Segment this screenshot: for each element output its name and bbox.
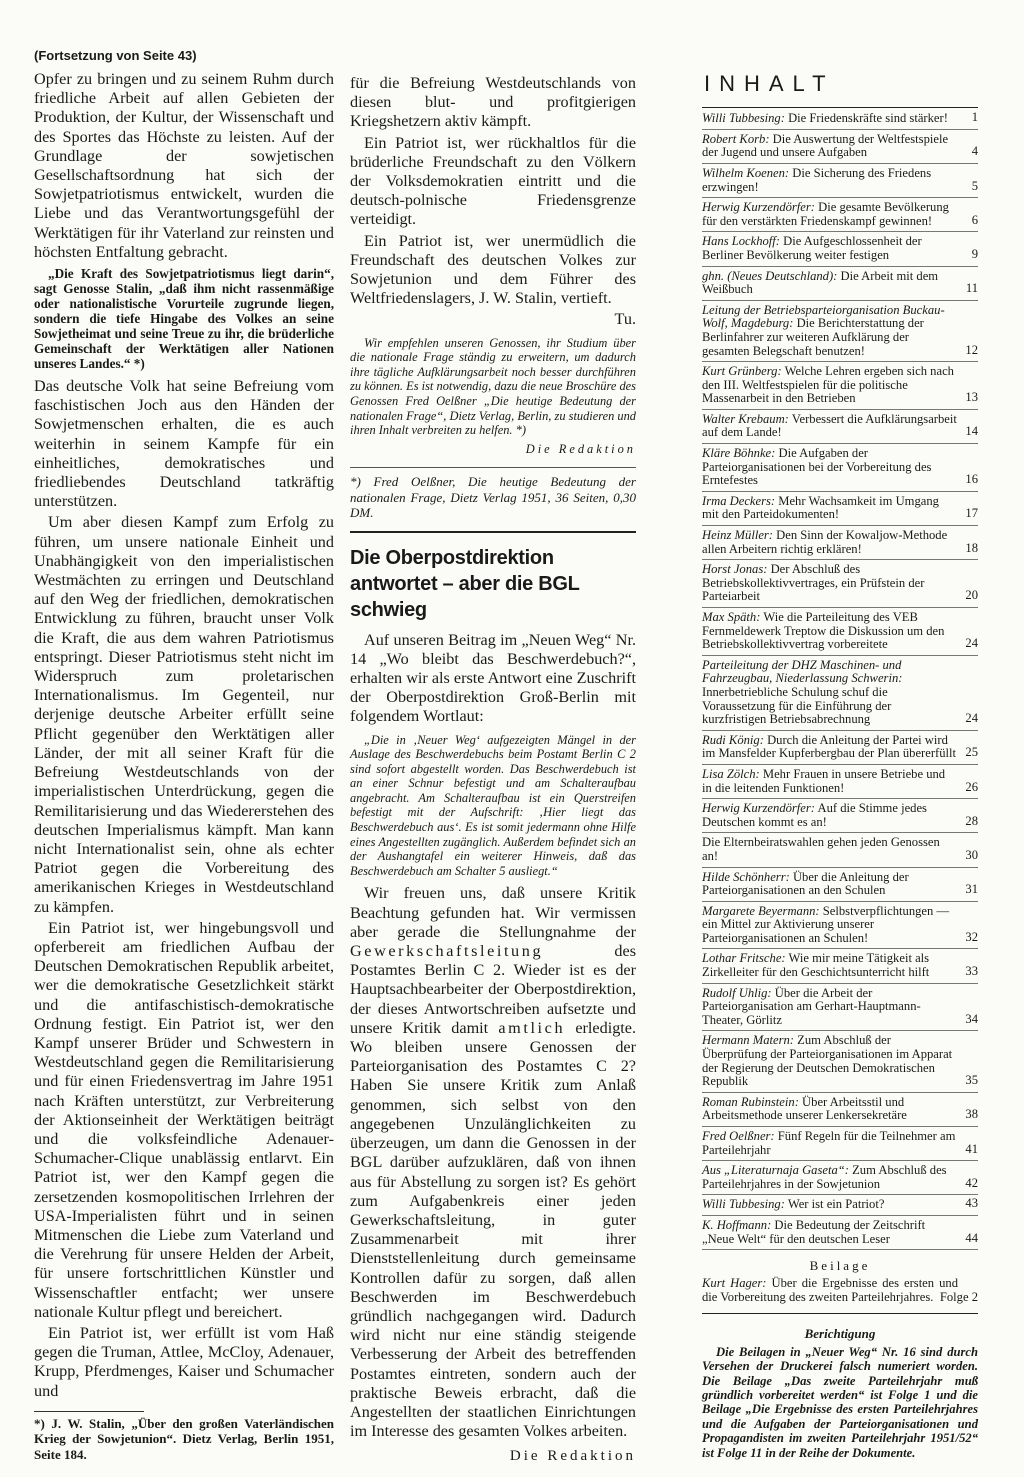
toc-page-number: 18 xyxy=(965,540,978,555)
toc-author: Hans Lockhoff: xyxy=(702,234,781,249)
toc-author: Herwig Kurzendörfer: xyxy=(702,200,815,215)
article-headline: Die Oberpostdirektion antwortet – aber die BGL schwieg xyxy=(350,546,580,621)
toc-page-number: 43 xyxy=(965,1196,978,1211)
toc-entry[interactable] xyxy=(702,905,978,950)
toc-page-number: 12 xyxy=(965,342,978,357)
paragraph: Um aber diesen Kampf zum Erfolg zu führen, um unsere nationale Einheit und Unabhängigkeit von den imperialistischen Westmächten zu erringen und Deutschland auf den Weg der friedlichen, demokratischen Entwicklung zu führen, braucht unser Volk die Kraft, die aus dem wahren Patriotismus entspringt. Dieser Patriotismus steht nicht im Widerspruch zum proletarischen Internationalismus. Im Gegenteil, nur derjenige deutsche Arbeiter erfüllt seine Pflicht gegenüber den Werktätigen aller Länder, der mit all seiner Kraft für die Befreiung Westdeutschlands von der imperialistischen Unterdrückung, gegen die Remilitarisierung und das Wiedererstehen des deutschen Imperialismus kämpft. Man kann nicht Internationalist sein, ohne als echter Patriot gegen die Vorbereitung des amerikanischen Krieges in Westdeutschland zu kämpfen. xyxy=(34,513,334,916)
article-column-2 xyxy=(350,74,636,1469)
toc-entry-title: Welche Lehren ergeben sich nach den III. Weltfestspielen für die politische Massenarbeit in den Betrieben xyxy=(702,364,954,406)
toc-entry-title: Über Arbeitsstil und Arbeitsmethode unserer Lenkersekretäre xyxy=(702,1094,907,1123)
toc-entry[interactable] xyxy=(702,1034,978,1092)
toc-page-number: 34 xyxy=(965,1011,978,1026)
toc-page-number: 38 xyxy=(965,1107,978,1122)
toc-page-number: 9 xyxy=(971,246,978,261)
toc-entry-title: Selbstverpflichtungen — ein Mittel zur Aktivierung unserer Parteiorganisationen an Schulen! xyxy=(702,903,950,945)
stalin-quote: „Die Kraft des Sowjetpatriotismus liegt darin“, sagt Genosse Stalin, „daß ihm nicht rassenmäßige oder nationalistische Vorurteile zugrunde liegen, sondern die tiefe Hingabe des Volkes an seine Sowjetheimat und seine Treue zu ihr, die brüderliche Gemeinschaft der Werktätigen aller Nationen unseres Landes.“ *) xyxy=(34,266,334,372)
toc-author: Horst Jonas: xyxy=(702,562,768,577)
toc-entry-title: Auf die Stimme jedes Deutschen kommt es an! xyxy=(702,801,927,829)
toc-page-number: 4 xyxy=(971,144,978,159)
toc-author: Hilde Schönherr: xyxy=(702,869,790,884)
toc-author: Kurt Hager: xyxy=(702,1276,767,1291)
toc-entry[interactable] xyxy=(702,611,978,656)
toc-entry-title: Die Aufgaben der Parteiorganisationen bei der Vorbereitung des Erntefestes xyxy=(702,446,932,488)
author-signature: Tu. xyxy=(614,310,636,329)
beilage-title: Beilage xyxy=(809,1258,871,1274)
toc-author: Max Späth: xyxy=(702,610,761,625)
toc-author: Wilhelm Koenen: xyxy=(702,165,790,180)
toc-page-number: 35 xyxy=(965,1073,978,1088)
text-run: erledigte. Wo bleiben unsere Genossen der Parteiorganisation des Postamtes C 2? Haben Sie unsere Kritik zum Anlaß genommen, sich selbst von den angegebenen Unzulänglichkeiten zu überzeugen, um dann die Genossen in der BGL darüber aufzuklären, daß von ihnen aus für Abstellung zu sorgen ist? Es gehört zum Aufgabenkreis einer jeden Gewerkschaftsleitung, in guter Zusammenarbeit mit ihrer Dienststellenleitung durch gemeinsame Kontrollen dafür zu sorgen, daß allen Beschwerden im Beschwerdebuch gründlich nachgegangen wird. Dadurch wird nicht nur eine ständig steigende Verbesserung der Arbeit des betreffenden Postamtes eintreten, sondern auch der praktische Beweis erbracht, daß die Angestellten der staatlichen Einrichtungen im Interesse des gesamten Volkes arbeiten. xyxy=(350,1018,637,1441)
toc-entry[interactable] xyxy=(702,1219,978,1250)
toc-entry-title: Mehr Wachsamkeit im Umgang mit den Parteidokumenten! xyxy=(702,493,939,522)
toc-page-number: 33 xyxy=(965,964,978,979)
berichtigung-title: Berichtigung xyxy=(804,1325,876,1341)
editorial-signature: Die Redaktion xyxy=(509,1448,636,1465)
continuation-note: (Fortsetzung von Seite 43) xyxy=(34,48,197,63)
toc-entry-title: Die Sicherung des Friedens erzwingen! xyxy=(702,165,932,194)
toc-entry-title: Fünf Regeln für die Teilnehmer am Parteilehrjahr xyxy=(702,1129,956,1157)
toc-entry-title: Wie die Parteileitung des VEB Fernmeldewerk Treptow die Diskussion um den Betriebskollektivvertrag vorbereitete xyxy=(702,610,945,652)
editorial-signature: Die Redaktion xyxy=(525,441,636,456)
toc-page-number: 41 xyxy=(965,1141,978,1156)
paragraph: Auf unseren Beitrag im „Neuen Weg“ Nr. 14 „Wo bleibt das Beschwerdebuch?“, erhalten wir als erste Antwort eine Zuschrift der Oberpostdirektion Groß-Berlin mit folgendem Wortlaut: xyxy=(350,630,636,726)
toc-author: Kurt Grünberg: xyxy=(702,364,782,379)
toc-entry[interactable] xyxy=(702,836,978,867)
text-run: Wir freuen uns, daß unsere Kritik Beachtung gefunden hat. Wir vermissen aber gerade die Stellungnahme der xyxy=(350,884,636,941)
toc-entry-title: Mehr Frauen in unsere Betriebe und in die leitenden Funktionen! xyxy=(702,766,946,795)
toc-page-number: 5 xyxy=(971,178,978,193)
toc-author: Heinz Müller: xyxy=(702,528,773,543)
toc-author: Robert Korb: xyxy=(702,131,770,146)
footnote: *) Fred Oelßner, Die heutige Bedeutung der nationalen Frage, Dietz Verlag 1951, 36 Seiten, 0,30 DM. xyxy=(350,467,636,521)
toc-entry-title: Die Berichterstattung der Berlinfahrer zur weiteren Aufklärung der gesamten Belegschaft benutzen! xyxy=(702,316,924,358)
toc-entry[interactable] xyxy=(702,201,978,232)
toc-title: INHALT xyxy=(704,71,835,96)
toc-entry-title: Den Sinn der Kowaljow-Methode allen Arbeitern richtig erklären! xyxy=(702,528,948,556)
toc-entry[interactable] xyxy=(702,871,978,902)
paragraph: Ein Patriot ist, wer erfüllt ist vom Haß gegen die Truman, Attlee, McCloy, Adenauer, Krupp, Pferdmenges, Kaiser und Schumacher und xyxy=(34,1323,334,1400)
toc-entry-title: Durch die Anleitung der Partei wird im Mansfelder Kupferbergbau der Plan übererfüllt xyxy=(702,732,957,761)
toc-entry[interactable] xyxy=(702,952,978,983)
toc-entry[interactable] xyxy=(702,768,978,799)
toc-page-number: 32 xyxy=(965,929,978,944)
footnote-divider xyxy=(34,1411,144,1412)
toc-page-number: 13 xyxy=(965,390,978,405)
toc-page-number: 1 xyxy=(971,110,978,125)
toc-page-number: 24 xyxy=(965,636,978,651)
table-of-contents xyxy=(702,71,978,1462)
toc-entry-title: Die Arbeit mit dem Weißbuch xyxy=(702,268,939,297)
toc-entry[interactable] xyxy=(702,167,978,198)
article-column-1 xyxy=(34,70,334,1464)
toc-author: Parteileitung der DHZ Maschinen- und Fahrzeugbau, Niederlassung Schwerin: xyxy=(702,657,903,686)
toc-page-number: 44 xyxy=(965,1230,978,1245)
toc-entry[interactable] xyxy=(702,447,978,492)
toc-entry[interactable] xyxy=(702,563,978,608)
toc-author: Rudolf Uhlig: xyxy=(702,985,772,1000)
toc-list xyxy=(702,112,978,1250)
toc-entry-title: Innerbetriebliche Schulung schuf die Voraussetzung für die Einführung der kurzfristigen Betriebsabrechnung xyxy=(702,684,892,727)
toc-entry[interactable] xyxy=(702,1198,978,1216)
toc-entry-title: Die gesamte Bevölkerung für den verstärkten Friedenskampf gewinnen! xyxy=(702,200,949,228)
toc-entry-title: Zum Abschluß des Parteilehrjahres in der Sowjetunion xyxy=(702,1163,947,1191)
paragraph: Opfer zu bringen und zu seinem Ruhm durch friedliche Arbeit auf allen Gebieten der Produktion, der Kultur, der Wissenschaft und des Sportes das Höchste zu leisten. Auf der Grundlage der sowjetischen Gesellschaftsordnung hat sich der Sowjetpatriotismus entwickelt, wurden die Liebe und das Verantwortungsgefühl der Werktätigen für ihr Vaterland zur reinsten und höchsten Entfaltung gebracht. xyxy=(34,70,334,261)
toc-page-number: 26 xyxy=(965,779,978,794)
toc-entry-title: Die Elternbeiratswahlen gehen jeden Genossen an! xyxy=(702,835,940,863)
toc-page-number: 6 xyxy=(971,212,978,227)
toc-page-number: 16 xyxy=(965,472,978,487)
toc-entry[interactable] xyxy=(702,365,978,410)
paragraph: Ein Patriot ist, wer unermüdlich die Freundschaft des deutschen Volkes zur Sowjetunion und dem Führer des Weltfriedenslagers, J. W. Stalin, vertieft. xyxy=(350,231,636,308)
toc-author: Roman Rubinstein: xyxy=(702,1094,799,1109)
toc-author: Leitung der Betriebsparteiorganisation Buckau-Wolf, Magdeburg: xyxy=(702,302,945,331)
toc-entry-title: Die Friedenskräfte sind stärker! xyxy=(788,111,948,126)
beilage-entry[interactable] xyxy=(702,1277,978,1313)
toc-author: ghn. (Neues Deutschland): xyxy=(702,268,838,283)
toc-entry[interactable] xyxy=(702,133,978,164)
toc-entry[interactable] xyxy=(702,112,978,130)
toc-entry-title: Über die Arbeit der Parteiorganisation am Gerhart-Hauptmann-Theater, Görlitz xyxy=(702,985,921,1027)
toc-entry-title: Zum Abschluß der Überprüfung der Parteiorganisationen im Apparat der Regierung der Deutschen Demokratischen Republik xyxy=(702,1033,953,1089)
toc-entry[interactable] xyxy=(702,1164,978,1195)
toc-entry-title: Die Auswertung der Weltfestspiele der Jugend und unsere Aufgaben xyxy=(702,131,949,160)
toc-author: Herwig Kurzendörfer: xyxy=(702,801,815,816)
toc-entry[interactable] xyxy=(702,495,978,526)
paragraph: Das deutsche Volk hat seine Befreiung vom faschistischen Joch aus den Händen der Sowjetmenschen erhalten, die es auch weiterhin in seinem Kampfe für ein einheitliches, demokratisches und friedliebendes Deutschland tatkräftig unterstützen. xyxy=(34,377,334,511)
toc-author: Hermann Matern: xyxy=(702,1033,794,1048)
toc-entry-title: Die Bedeutung der Zeitschrift „Neue Welt“ für den deutschen Leser xyxy=(702,1217,926,1246)
toc-entry[interactable] xyxy=(702,802,978,833)
toc-page-number: 11 xyxy=(965,281,978,296)
quoted-letter: „Die in ‚Neuer Weg‘ aufgezeigten Mängel in der Auslage des Beschwerdebuchs beim Postamt Berlin C 2 sind sofort abgestellt worden. Das Beschwerdebuch ist an einer Schnur befestigt und am Schalteraufbau angebracht. Am Schalteraufbau ist ein Querstreifen befestigt mit der Aufschrift: ‚Hier liegt das Beschwerdebuch aus‘. Es ist somit jedermann ohne Hilfe eines Angestellten zugänglich. Außerdem befindet sich an der Aushangtafel ein weiterer Hinweis, daß das Beschwerdebuch am Schalter 5 ausliegt.“ xyxy=(350,732,636,878)
toc-page-number: 14 xyxy=(965,424,978,439)
toc-entry[interactable] xyxy=(702,270,978,301)
toc-author: Kläre Böhnke: xyxy=(702,446,776,461)
toc-page-number: 17 xyxy=(965,506,978,521)
toc-entry[interactable] xyxy=(702,734,978,765)
toc-author: Aus „Literaturnaja Gaseta“: xyxy=(702,1163,849,1178)
toc-page-number: 24 xyxy=(965,711,978,726)
berichtigung-text: Die Beilagen in „Neuer Weg“ Nr. 16 sind durch Versehen der Druckerei falsch numeriert worden. Die Beilage „Das zweite Parteilehrjahr muß gründlich vorbereitet werden“ ist Folge 1 und die Beilage „Die Ergebnisse des ersten Parteilehrjahres und die Aufgaben der Parteiorganisationen und Propagandisten im zweiten Parteilehrjahr 1951/52“ ist Folge 11 in der Reihe der Dokumente. xyxy=(702,1344,978,1460)
toc-entry[interactable] xyxy=(702,304,978,362)
toc-author: Willi Tubbesing: xyxy=(702,111,785,126)
toc-entry[interactable] xyxy=(702,235,978,266)
toc-entry-title: Über die Anleitung der Parteiorganisationen an den Schulen xyxy=(702,869,909,898)
section-divider xyxy=(350,531,636,533)
toc-page-number: 31 xyxy=(965,882,978,897)
editorial-note: Wir empfehlen unseren Genossen, ihr Studium über die nationale Frage ständig zu erweitern, um dadurch ihre tägliche Aufklärungsarbeit noch besser durchführen zu können. Es ist notwendig, dazu die neue Broschüre des Genossen Fred Oelßner „Die heutige Bedeutung der nationalen Frage“, Dietz Verlag, Berlin, zu studieren und ihren Inhalt verbreiten zu helfen. *) xyxy=(350,335,636,438)
toc-entry[interactable] xyxy=(702,987,978,1032)
footnote: *) J. W. Stalin, „Über den großen Vaterländischen Krieg der Sowjetunion“. Dietz Verlag, Berlin 1951, Seite 184. xyxy=(34,1415,334,1462)
spaced-text: amtlich xyxy=(498,1018,566,1037)
toc-author: Lothar Fritsche: xyxy=(702,951,786,966)
toc-entry-title: Verbessert die Aufklärungsarbeit auf dem Lande! xyxy=(702,411,957,440)
toc-author: Irma Deckers: xyxy=(702,493,776,508)
toc-author: K. Hoffmann: xyxy=(702,1217,772,1232)
toc-author: Rudi König: xyxy=(702,732,764,747)
toc-author: Willi Tubbesing: xyxy=(702,1197,785,1212)
toc-entry[interactable] xyxy=(702,529,978,560)
toc-author: Margarete Beyermann: xyxy=(702,903,820,918)
paragraph: Ein Patriot ist, wer hingebungsvoll und opferbereit am friedlichen Aufbau der Deutschen Demokratischen Republik arbeitet, wer die demokratische Gesetzlichkeit stärkt und die antifaschistisch-demokratische Ordnung festigt. Ein Patriot ist, wer den Kampf unserer Brüder und Schwestern in Westdeutschland gegen die Remilitarisierung und für einen Friedensvertrag im Jahre 1951 nach Kräften unterstützt, zur Verbreiterung der Aktionseinheit der Werktätigen beiträgt und die volksfeindliche Adenauer-Schumacher-Clique unablässig entlarvt. Ein Patriot ist, wer den Kampf gegen die zersetzenden kosmopolitischen Irrlehren der USA-Imperialisten führt und in seinen Mitmenschen die Liebe zum Vaterland und die Verehrung für unsere Helden der Arbeit, für unsere fortschrittlichen Künstler und Wissenschaftler entfacht; wer unsere nationale Kultur pflegt und bereichert. xyxy=(34,918,334,1321)
toc-author: Fred Oelßner: xyxy=(702,1129,775,1144)
paragraph xyxy=(350,884,636,1441)
toc-entry-title: Über die Ergebnisse des ersten und die Vorbereitung des zweiten Parteilehrjahres. xyxy=(702,1276,958,1304)
spaced-text: Gewerkschaftsleitung xyxy=(350,942,544,961)
toc-entry-title: Die Aufgeschlossenheit der Berliner Bevölkerung weiter festigen xyxy=(702,234,922,262)
toc-divider xyxy=(702,107,978,108)
toc-page-number: 28 xyxy=(965,813,978,828)
toc-entry[interactable] xyxy=(702,1096,978,1127)
toc-entry-title: Der Abschluß des Betriebskollektivvertrages, ein Prüfstein der Parteiarbeit xyxy=(702,562,925,604)
toc-author: Walter Krebaum: xyxy=(702,411,789,426)
toc-entry-title: Wer ist ein Patriot? xyxy=(787,1197,885,1212)
toc-page-number: 30 xyxy=(965,847,978,862)
toc-page-number: 42 xyxy=(965,1175,978,1190)
toc-entry[interactable] xyxy=(702,413,978,444)
paragraph: für die Befreiung Westdeutschlands von diesen blut- und profitgierigen Kriegshetzern aktiv kämpft. xyxy=(350,74,636,131)
toc-entry[interactable] xyxy=(702,659,978,731)
toc-entry-title: Wie mir meine Tätigkeit als Zirkelleiter für den Geschichtsunterricht hilft xyxy=(702,951,930,980)
toc-page-number: 25 xyxy=(965,745,978,760)
paragraph: Ein Patriot ist, wer rückhaltlos für die brüderliche Freundschaft zu den Völkern der Volksdemokratien eintritt und die deutsch-polnische Friedensgrenze verteidigt. xyxy=(350,133,636,229)
toc-entry[interactable] xyxy=(702,1130,978,1161)
toc-page-number: Folge 2 xyxy=(939,1289,978,1304)
text-run: des Postamtes Berlin C 2. Wieder ist es der Hauptsachbearbeiter der Oberpostdirektion, der dieses Antwortschreiben aufsetzte und unsere Kritik damit xyxy=(350,942,636,1037)
toc-author: Lisa Zölch: xyxy=(702,766,760,781)
toc-page-number: 20 xyxy=(965,588,978,603)
